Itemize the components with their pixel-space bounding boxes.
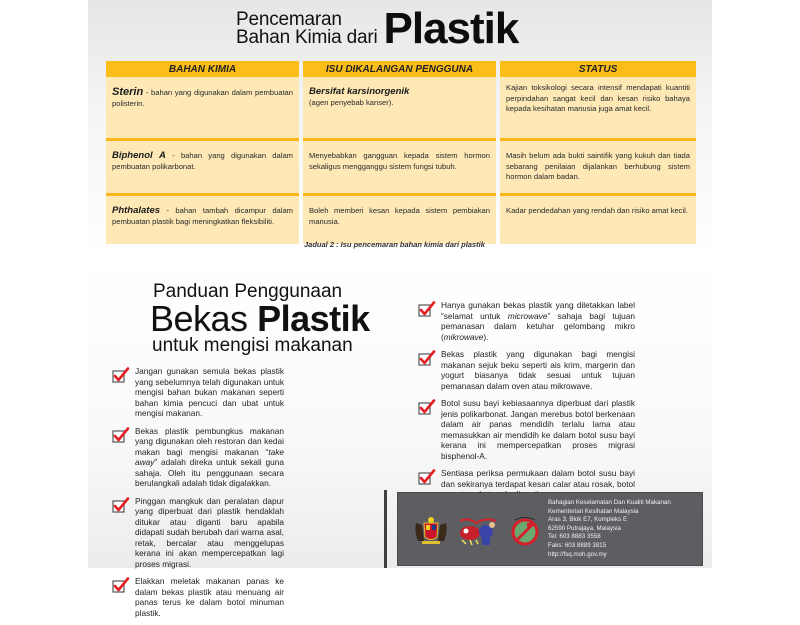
item-text: Botol susu bayi kebiasaannya diperbuat dari plastik jenis polikarbonat. Jangan merebus botol berkenaan dalam air panas mendidih terlalu lama atau memasukkan air mendidih ke dalam botol susu bayi kerana ini mempercepatkan proses migrasi bisphenol-A. bbox=[441, 398, 635, 461]
chemical-name: Phthalates bbox=[112, 205, 161, 216]
title-main: Plastik bbox=[383, 4, 519, 53]
guide-list-left bbox=[112, 366, 284, 625]
checkbox-check-icon bbox=[418, 469, 436, 485]
table-cell-issue: Boleh memberi kesan kepada sistem pembiakan manusia. bbox=[303, 193, 496, 244]
ministry-name: Kementerian Kesihatan Malaysia bbox=[548, 507, 639, 515]
item-text-part: Bekas plastik pembungkus makanan yang digunakan oleh restoran dan kedai makan bagi mengisi makanan “ bbox=[135, 425, 284, 457]
checkbox-check-icon bbox=[418, 350, 436, 366]
department-name: Bahagian Keselamatan Dan Kualiti Makanan bbox=[548, 499, 671, 506]
issue-desc: (agen penyebab kanser). bbox=[309, 97, 394, 107]
chemical-name: Biphenol A bbox=[112, 150, 166, 161]
table-cell-issue: Menyebabkan gangguan kepada sistem hormon sekaligus mengganggu sistem fungsi tubuh. bbox=[303, 138, 496, 193]
guide-title-line-1: Panduan Penggunaan bbox=[153, 281, 343, 302]
guide-title-regular: Bekas bbox=[150, 298, 258, 339]
item-text-italic: microwave bbox=[507, 310, 548, 321]
coat-of-arms-icon bbox=[412, 515, 450, 547]
item-text: Bekas plastik yang digunakan bagi mengisi makanan sejuk beku seperti ais krim, margerin dan yogurt biasanya tidak sesuai untuk tujuan pemanasan dalam oven atau mikrowave. bbox=[441, 349, 635, 391]
column-header-status: STATUS bbox=[500, 61, 696, 77]
fax: Faks: 603 8889 3815 bbox=[548, 541, 607, 549]
checkbox-check-icon bbox=[418, 399, 436, 415]
list-item bbox=[112, 496, 284, 570]
chemical-table bbox=[106, 61, 696, 244]
title-line-1: Pencemaran bbox=[236, 9, 342, 30]
item-text: Pinggan mangkuk dan peralatan dapur yang diperbuat dari plastik hendaklah ditukar atau diganti baru apabila didapati sudah berubah dari warna asal, retak, bercalar atau menggelupas kerana ini akan mempercepatkan lagi proses migrasi. bbox=[135, 495, 284, 569]
guide-title-line-3: untuk mengisi makanan bbox=[152, 335, 353, 356]
table-cell-chemical bbox=[106, 193, 299, 244]
contact-info bbox=[548, 499, 671, 559]
contact-footer bbox=[397, 492, 703, 566]
table-cell-status: Kajian toksikologi secara intensif mendapati kuantiti perpindahan sangat kecil dan kesan risiko bahaya kepada kesihatan manusia juga amat kecil. bbox=[500, 77, 696, 138]
item-text bbox=[441, 300, 635, 342]
item-text-part: Hanya gunakan bekas plastik yang diletakkan label “selamat untuk bbox=[441, 300, 635, 321]
list-item bbox=[418, 300, 635, 342]
address-line-2: 62590 Putrajaya, Malaysia bbox=[548, 524, 621, 532]
checkbox-check-icon bbox=[112, 577, 130, 593]
chemical-desc: - bahan yang digunakan dalam pembuatan polikarbonat. bbox=[112, 151, 293, 171]
checkbox-check-icon bbox=[112, 367, 130, 383]
item-text-italic: mikrowave bbox=[443, 331, 484, 342]
guide-title-bold: Plastik bbox=[257, 298, 370, 339]
list-item bbox=[418, 349, 635, 391]
item-text-italic: take away bbox=[135, 446, 284, 467]
list-item bbox=[112, 576, 284, 618]
address-line-1: Aras 3, Blok E7, Kompleks E bbox=[548, 516, 628, 524]
issue-title: Bersifat karsinorgenik bbox=[309, 86, 410, 97]
table-cell-issue bbox=[303, 77, 496, 138]
table-caption: Jadual 2 : Isu pencemaran bahan kimia dari plastik bbox=[304, 240, 485, 249]
item-text: Elakkan meletak makanan panas ke dalam bekas plastik atau menuang air panas terus ke dalam botol minuman plastik. bbox=[135, 576, 284, 618]
page-title bbox=[236, 4, 518, 54]
guide-title-line-2 bbox=[150, 298, 370, 339]
item-text-part: ” adalah direka untuk sekali guna sahaja. Oleh itu penggunaan secara berulangkali adalah tidak digalakkan. bbox=[135, 457, 284, 488]
column-header-chemical: BAHAN KIMIA bbox=[106, 61, 299, 77]
table-cell-status: Masih belum ada bukti saintifik yang kukuh dan tiada sebarang penilaian dijalankan berhubung sistem hormon dalam badan. bbox=[500, 138, 696, 193]
title-line-2: Bahan Kimia dari bbox=[236, 27, 378, 48]
chemical-desc: - bahan tambah dicampur dalam pembuatan plastik bagi meningkatkan fleksibiliti. bbox=[112, 206, 293, 226]
guide-list-right bbox=[418, 300, 635, 507]
chemical-name: Sterin bbox=[112, 86, 144, 98]
item-text bbox=[135, 426, 284, 489]
item-text-part: ” sahaja bagi tujuan pemanasan dalam ketuhar gelombang mikro ( bbox=[441, 310, 635, 342]
item-text: Jangan gunakan semula bekas plastik yang sebelumnya telah digunakan untuk mengisi bahan bukan makanan seperti bahan kimia pencuci dan ubat untuk mengisi makanan. bbox=[135, 366, 284, 418]
title-subtitle bbox=[236, 11, 378, 47]
checkbox-check-icon bbox=[418, 301, 436, 317]
list-item bbox=[112, 426, 284, 489]
food-safety-mascot-icon bbox=[456, 515, 500, 547]
table-cell-status: Kadar pendedahan yang rendah dan risiko amat kecil. bbox=[500, 193, 696, 244]
phone: Tel: 603 8883 3558 bbox=[548, 533, 601, 541]
list-item bbox=[112, 366, 284, 419]
checkbox-check-icon bbox=[112, 427, 130, 443]
checkbox-check-icon bbox=[112, 497, 130, 513]
chemical-desc: - bahan yang digunakan dalam pembuatan polisterin. bbox=[112, 88, 293, 108]
column-header-issue: ISU DIKALANGAN PENGGUNA bbox=[303, 61, 496, 77]
item-text: Sentiasa periksa permukaan dalam botol susu bayi dan sekiranya terdapat kesan calar atau rosak, botol bbox=[441, 468, 635, 489]
website-link[interactable]: http://fsq.moh.gov.my bbox=[548, 550, 607, 558]
guide-title bbox=[150, 282, 370, 356]
table-cell-chemical bbox=[106, 77, 299, 138]
divider bbox=[384, 490, 387, 568]
item-text-part: ). bbox=[483, 331, 489, 342]
list-item bbox=[418, 398, 635, 461]
no-pest-icon bbox=[510, 515, 540, 547]
table-cell-chemical bbox=[106, 138, 299, 193]
